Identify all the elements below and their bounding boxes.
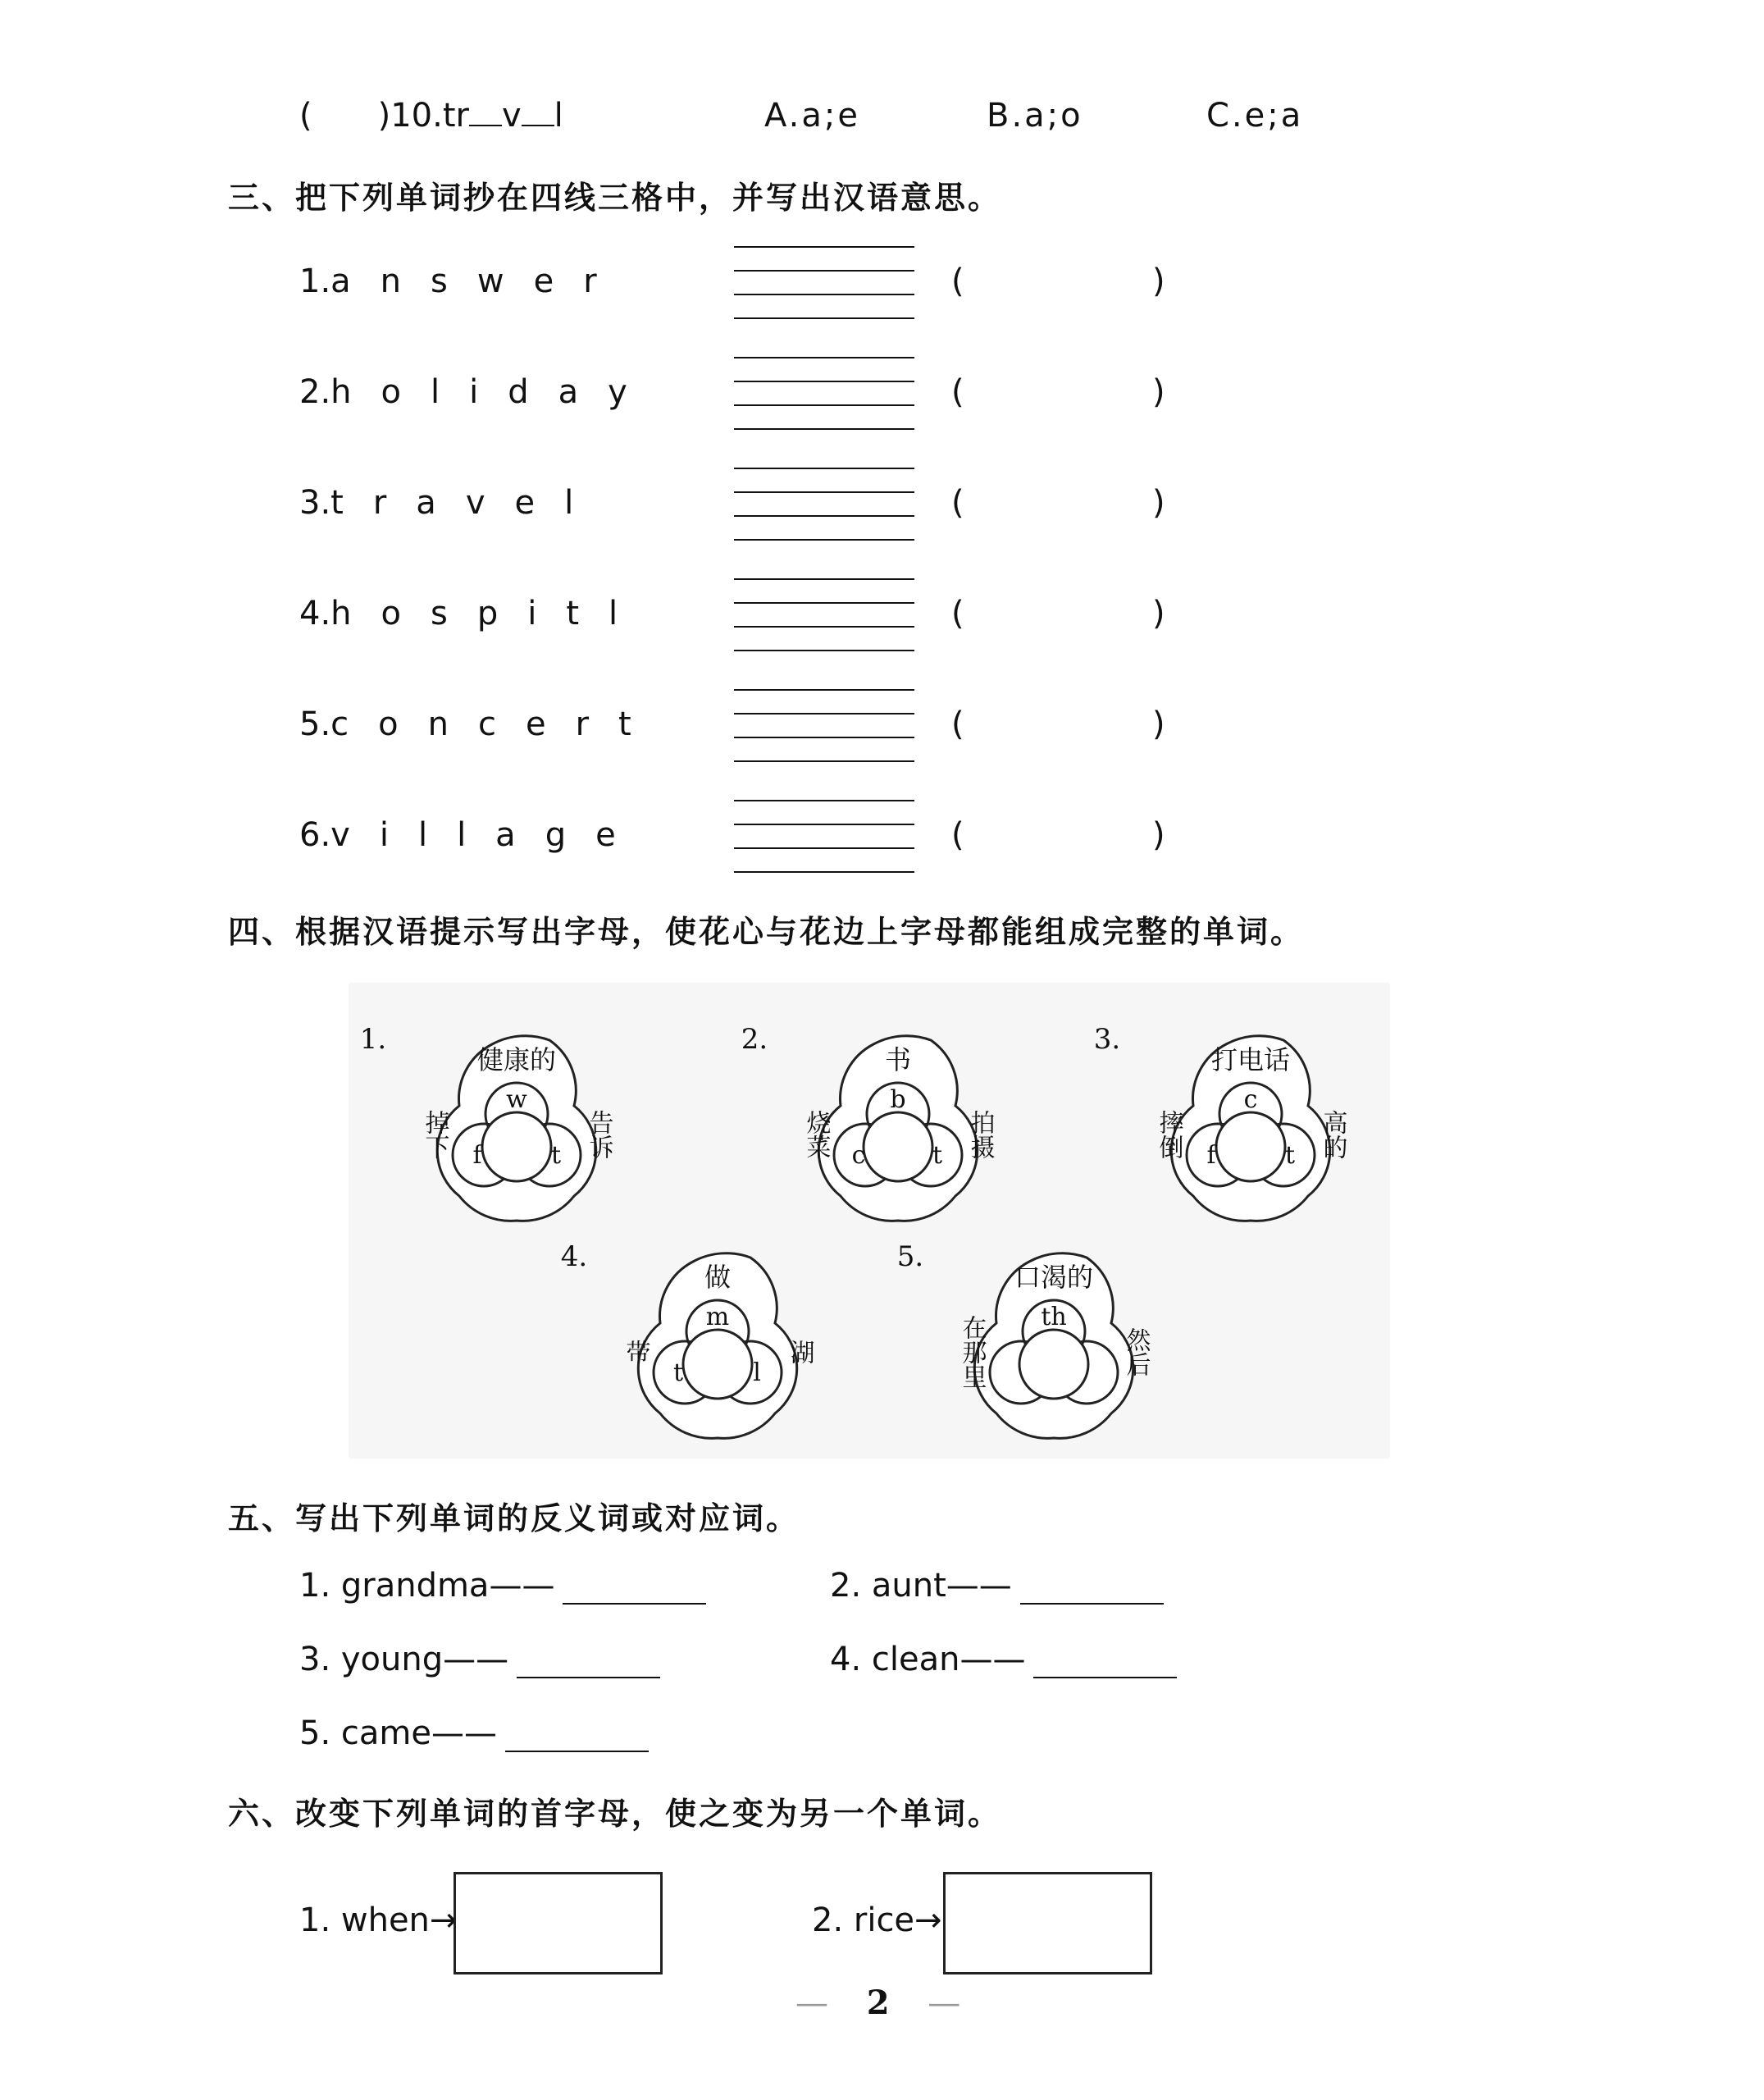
flower-right-hint: 高的 <box>1318 1110 1347 1159</box>
flower-right-letter: l <box>753 1358 761 1387</box>
flower-number: 5. <box>896 1240 924 1273</box>
meaning-paren-close: ) <box>1152 262 1165 300</box>
flower-right-letter: t <box>550 1141 562 1170</box>
flower-center-letter: w <box>506 1085 527 1114</box>
copy-word-item <box>299 373 657 411</box>
meaning-paren-open[interactable]: ( <box>951 816 964 854</box>
meaning-paren-close: ) <box>1152 484 1165 522</box>
q10-option-a: A.a;e <box>764 97 860 135</box>
flower-2 <box>741 1023 996 1221</box>
flower-center-letter: th <box>1041 1303 1067 1331</box>
item-number: 4. <box>299 595 331 632</box>
section3-heading: 三、把下列单词抄在四线三格中，并写出汉语意思。 <box>228 180 1002 216</box>
flower-left-letter: f <box>472 1141 482 1170</box>
section6-heading: 六、改变下列单词的首字母，使之变为另一个单词。 <box>228 1796 1002 1832</box>
flower-1 <box>360 1023 613 1221</box>
antonym-item-1: 1. grandma—— <box>299 1567 706 1605</box>
spaced-word: holiday <box>330 373 657 411</box>
answer-blank[interactable] <box>1020 1575 1164 1605</box>
flower-top-hint: 口渴的 <box>1014 1262 1094 1293</box>
flower-puzzle-area <box>349 983 1390 1459</box>
meaning-paren-close: ) <box>1152 816 1165 854</box>
flower-left-hint: 掉下 <box>420 1110 449 1159</box>
flower-right-letter: t <box>932 1141 943 1170</box>
flower-left-letter: c <box>851 1141 866 1170</box>
meaning-paren-close: ) <box>1152 595 1165 632</box>
four-line-grid[interactable] <box>734 468 914 563</box>
flower-number: 2. <box>741 1023 768 1056</box>
flower-diagrams <box>349 983 1390 1459</box>
flower-left-hint: 烧菜 <box>801 1110 831 1159</box>
copy-word-item <box>299 595 647 632</box>
q10-paren-open: ( <box>299 97 312 135</box>
meaning-paren-open[interactable]: ( <box>951 705 964 743</box>
item-number: 1. <box>299 262 331 300</box>
antonym-item-4: 4. clean—— <box>830 1641 1177 1678</box>
arrow-right-icon: → <box>429 1901 458 1939</box>
flower-right-hint: 湖 <box>785 1340 814 1364</box>
q10-option-c: C.e;a <box>1206 97 1304 135</box>
footer-dash-left: — <box>795 1984 828 2022</box>
q10-line <box>299 97 563 135</box>
flower-left-hint: 带 <box>621 1340 650 1364</box>
flower-number: 3. <box>1093 1023 1121 1056</box>
four-line-grid[interactable] <box>734 357 914 452</box>
four-line-grid[interactable] <box>734 800 914 895</box>
answer-blank[interactable] <box>1033 1649 1177 1678</box>
meaning-paren-open[interactable]: ( <box>951 595 964 632</box>
copy-word-item <box>299 484 603 522</box>
section4-heading: 四、根据汉语提示写出字母，使花心与花边上字母都能组成完整的单词。 <box>228 914 1305 950</box>
arrow-right-icon: → <box>914 1901 942 1939</box>
flower-right-hint: 然后 <box>1121 1327 1151 1376</box>
meaning-paren-open[interactable]: ( <box>951 373 964 411</box>
item-number: 3. <box>299 484 331 522</box>
q10-word-start: tr <box>442 97 469 135</box>
copy-word-item <box>299 262 627 300</box>
copy-word-item <box>299 816 645 854</box>
copy-word-item <box>299 705 661 743</box>
item-number: 6. <box>299 816 331 854</box>
flower-left-hint: 摔倒 <box>1154 1110 1183 1159</box>
item-number: 2. <box>299 373 331 411</box>
answer-box-1[interactable] <box>454 1872 663 1974</box>
flower-center-letter: m <box>705 1303 730 1331</box>
flower-right-hint: 告诉 <box>584 1110 613 1159</box>
spaced-word: hospitl <box>330 595 648 632</box>
spaced-word: travel <box>330 484 604 522</box>
page-footer <box>795 1984 960 2022</box>
spaced-word: concert <box>330 705 661 743</box>
flower-left-letter: f <box>1206 1141 1216 1170</box>
section5-heading: 五、写出下列单词的反义词或对应词。 <box>228 1500 800 1536</box>
flower-right-hint: 拍摄 <box>965 1110 995 1159</box>
meaning-paren-open[interactable]: ( <box>951 484 964 522</box>
antonym-item-2: 2. aunt—— <box>830 1567 1164 1605</box>
meaning-paren-close: ) <box>1152 705 1165 743</box>
four-line-grid[interactable] <box>734 689 914 784</box>
flower-number: 4. <box>560 1240 588 1273</box>
flower-3 <box>1094 1023 1347 1221</box>
meaning-paren-close: ) <box>1152 373 1165 411</box>
flower-top-hint: 做 <box>704 1262 732 1293</box>
flower-5 <box>897 1240 1151 1438</box>
spaced-word: answer <box>330 262 627 300</box>
page-number: 2 <box>866 1984 890 2022</box>
antonym-item-5: 5. came—— <box>299 1714 649 1752</box>
flower-4 <box>561 1240 814 1438</box>
flower-number: 1. <box>359 1023 387 1056</box>
first-letter-item-1: 1. when→ <box>299 1901 458 1939</box>
meaning-paren-open[interactable]: ( <box>951 262 964 300</box>
four-line-grid[interactable] <box>734 578 914 673</box>
flower-top-hint: 健康的 <box>476 1044 557 1075</box>
footer-dash-right: — <box>928 1984 961 2022</box>
item-number: 5. <box>299 705 331 743</box>
flower-top-hint: 打电话 <box>1210 1044 1291 1075</box>
q10-word-mid: v <box>501 97 522 135</box>
first-letter-item-2: 2. rice→ <box>812 1901 942 1939</box>
flower-right-letter: t <box>1284 1141 1296 1170</box>
q10-word-end: l <box>554 97 563 135</box>
four-line-grid[interactable] <box>734 246 914 341</box>
answer-blank[interactable] <box>517 1649 660 1678</box>
answer-box-2[interactable] <box>943 1872 1152 1974</box>
flower-top-hint: 书 <box>884 1044 912 1075</box>
q10-option-b: B.a;o <box>987 97 1083 135</box>
flower-center-letter: b <box>890 1085 906 1114</box>
answer-blank[interactable] <box>505 1723 649 1752</box>
answer-blank[interactable] <box>563 1575 706 1605</box>
q10-number: )10. <box>377 97 443 135</box>
spaced-word: village <box>330 816 645 854</box>
flower-left-letter: t <box>672 1358 684 1387</box>
antonym-item-3: 3. young—— <box>299 1641 660 1678</box>
flower-center-letter: c <box>1243 1085 1258 1114</box>
flower-left-hint: 在那里 <box>957 1315 987 1389</box>
